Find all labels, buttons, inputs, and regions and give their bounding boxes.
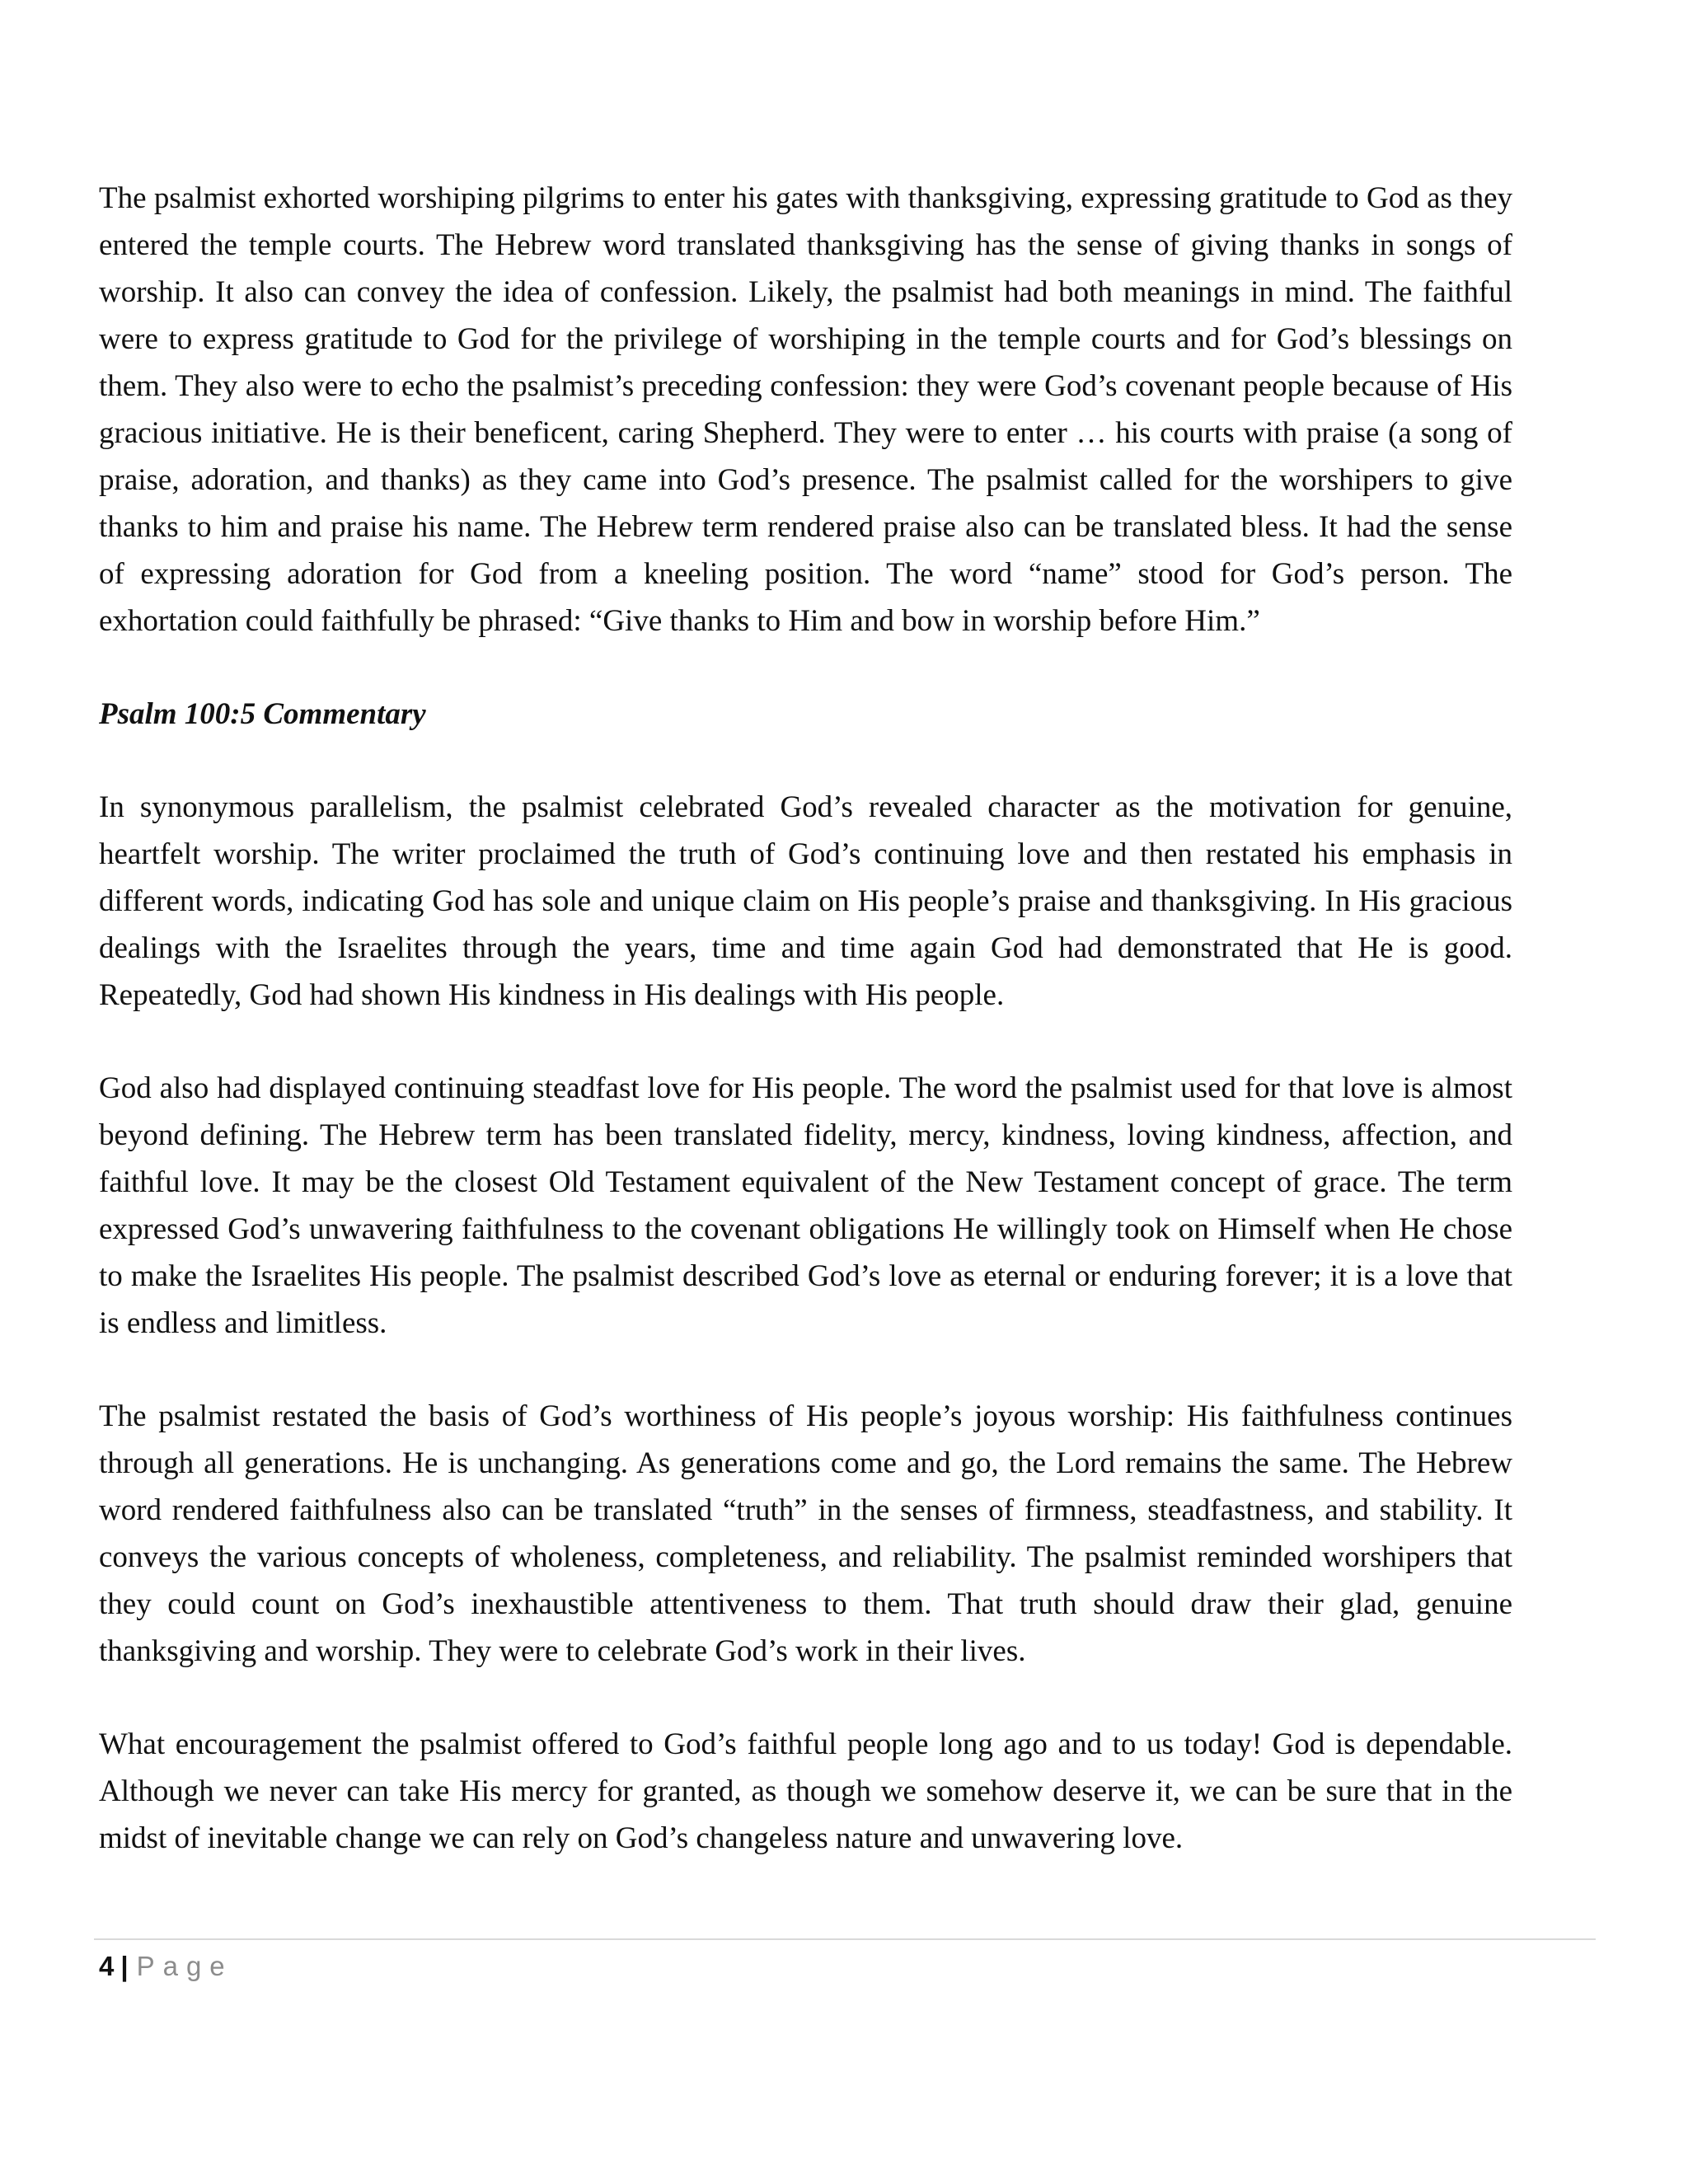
document-body <box>99 175 1512 1908</box>
paragraph-faithfulness: The psalmist restated the basis of God’s worthiness of His people’s joyous worship: His faithfulness continues through all generations. He is unchanging. As generations come and go, the Lord remains the same. The Hebrew word rendered faithfulness also can be translated “truth” in the senses of firmness, steadfastness, and stability. It conveys the various concepts of wholeness, completeness, and reliability. The psalmist reminded worshipers that they could count on God’s inexhaustible attentiveness to them. That truth should draw their glad, genuine thanksgiving and worship. They were to celebrate God’s work in their lives. <box>99 1399 1512 1668</box>
footer-divider <box>94 1938 1596 1940</box>
page-label: Page <box>136 1951 233 1981</box>
section-heading: Psalm 100:5 Commentary <box>99 697 426 731</box>
page-number: 4 <box>99 1951 115 1981</box>
paragraph-steadfast-love: God also had displayed continuing steadfast love for His people. The word the psalmist used for that love is almost beyond defining. The Hebrew term has been translated fidelity, mercy, kindness, loving kindness, affection, and faithful love. It may be the closest Old Testament equivalent of the New Testament concept of grace. The term expressed God’s unwavering faithfulness to the covenant obligations He willingly took on Himself when He chose to make the Israelites His people. The psalmist described God’s love as eternal or enduring forever; it is a love that is endless and limitless. <box>99 1071 1512 1340</box>
paragraph-encouragement: What encouragement the psalmist offered to God’s faithful people long ago and to us today! God is dependable. Although we never can take His mercy for granted, as though we somehow deserve it, we can be sure that in the midst of inevitable change we can rely on God’s changeless nature and unwavering love. <box>99 1727 1512 1855</box>
paragraph-thanksgiving: The psalmist exhorted worshiping pilgrims to enter his gates with thanksgiving, expressing gratitude to God as they entered the temple courts. The Hebrew word translated thanksgiving has the sense of giving thanks in songs of worship. It also can convey the idea of confession. Likely, the psalmist had both meanings in mind. The faithful were to express gratitude to God for the privilege of worshiping in the temple courts and for God’s blessings on them. They also were to echo the psalmist’s preceding confession: they were God’s covenant people because of His gracious initiative. He is their beneficent, caring Shepherd. They were to enter … his courts with praise (a song of praise, adoration, and thanks) as they came into God’s presence. The psalmist called for the worshipers to give thanks to him and praise his name. The Hebrew term rendered praise also can be translated bless. It had the sense of expressing adoration for God from a kneeling position. The word “name” stood for God’s person. The exhortation could faithfully be phrased: “Give thanks to Him and bow in worship before Him.” <box>99 181 1512 638</box>
page-footer <box>99 1948 233 1985</box>
paragraph-synonymous-parallelism: In synonymous parallelism, the psalmist celebrated God’s revealed character as the motivation for genuine, heartfelt worship. The writer proclaimed the truth of God’s continuing love and then restated his emphasis in different words, indicating God has sole and unique claim on His people’s praise and thanksgiving. In His gracious dealings with the Israelites through the years, time and time again God had demonstrated that He is good. Repeatedly, God had shown His kindness in His dealings with His people. <box>99 790 1512 1012</box>
footer-separator: | <box>120 1951 129 1981</box>
